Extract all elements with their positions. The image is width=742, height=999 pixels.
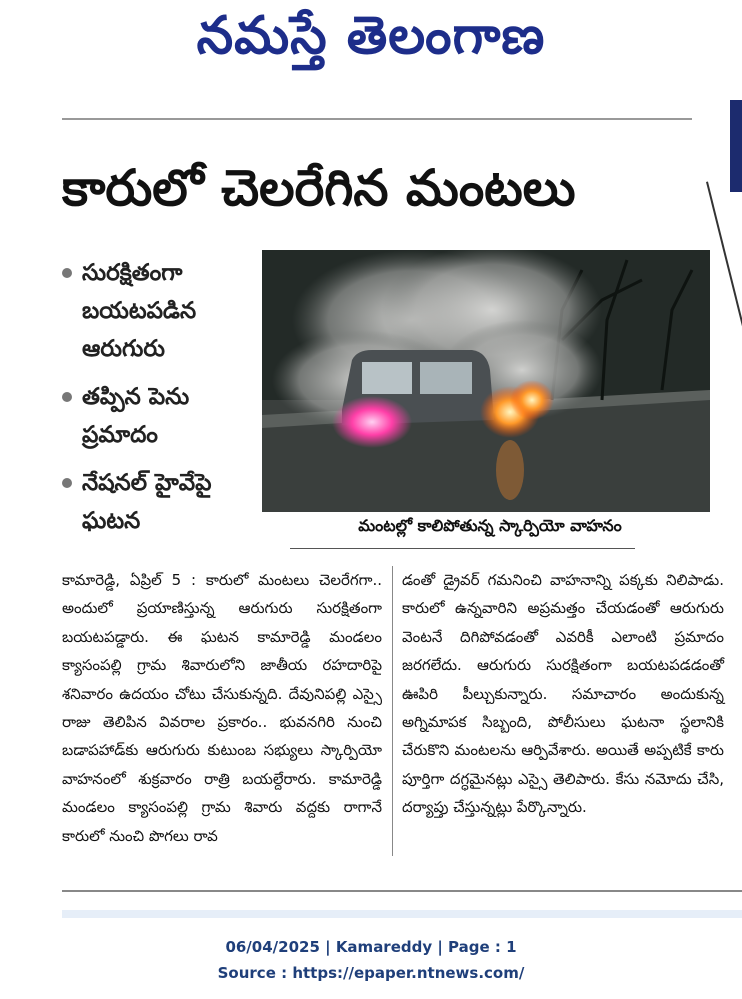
footer-date-line: 06/04/2025 | Kamareddy | Page : 1	[225, 938, 517, 956]
bottom-band	[62, 910, 742, 918]
bullet-item	[62, 378, 252, 454]
bullet-dot-icon	[62, 478, 72, 488]
footer-source-line: Source : https://epaper.ntnews.com/	[217, 964, 525, 982]
bottom-divider	[62, 890, 742, 892]
bullet-item	[62, 254, 252, 368]
adjacent-article-divider	[706, 182, 742, 357]
bullet-dot-icon	[62, 392, 72, 402]
bullet-text: నేషనల్ హైవేపై ఘటన	[82, 470, 212, 534]
source-footer	[0, 934, 742, 986]
bullet-text: సురక్షితంగా బయటపడిన ఆరుగురు	[82, 260, 197, 362]
bullet-dot-icon	[62, 268, 72, 278]
top-divider	[62, 118, 692, 120]
article-column-left: కామారెడ్డి, ఏప్రిల్ 5 : కారులో మంటలు చెలరేగగా.. అందులో ప్రయాణిస్తున్న ఆరుగురు సురక్షితంగా బయటపడ్డారు. ఈ ఘటన కామారెడ్డి మండలం క్యాసంపల్లి గ్రామ శివారులోని జాతీయ రహదారిపై శనివారం ఉదయం చోటు చేసుకున్నది. దేవునిపల్లి ఎస్సై రాజు తెలిపిన వివరాల ప్రకారం.. భువనగిరి నుంచి బడాపహాడ్‌కు ఆరుగురు కుటుంబ సభ్యులు స్కార్పియో వాహనంలో శుక్రవారం రాత్రి బయల్దేరారు. కామారెడ్డి మండలం క్యాసంపల్లి గ్రామ శివారు వద్దకు రాగానే కారులో నుంచి పొగలు రావ	[62, 571, 382, 845]
column-divider	[392, 566, 393, 856]
bullet-item	[62, 464, 252, 540]
burning-car-photo	[262, 250, 710, 512]
highlight-bullets	[62, 254, 252, 550]
masthead-logo-text: నమస్తే తెలంగాణ	[196, 6, 546, 66]
caption-underline	[290, 548, 635, 549]
photo-caption: మంటల్లో కాలిపోతున్న స్కార్పియో వాహనం	[358, 516, 622, 535]
article-column-right: డంతో డ్రైవర్ గమనించి వాహనాన్ని పక్కకు నిలిపాడు. కారులో ఉన్నవారిని అప్రమత్తం చేయడంతో ఆరుగురు వెంటనే దిగిపోవడంతో ఎవరికీ ఎలాంటి ప్రమాదం జరగలేదు. ఆరుగురు సురక్షితంగా బయటపడడంతో ఊపిరి పీల్చుకున్నారు. సమాచారం అందుకున్న అగ్నిమాపక సిబ్బంది, పోలీసులు ఘటనా స్థలానికి చేరుకొని మంటలను ఆర్పివేశారు. అయితే అప్పటికే కారు పూర్తిగా దగ్ధమైనట్లు ఎస్సై తెలిపారు. కేసు నమోదు చేసి, దర్యాప్తు చేస్తున్నట్లు పేర్కొన్నారు.	[402, 571, 724, 817]
headline: కారులో చెలరేగిన మంటలు	[62, 159, 576, 217]
bullet-text: తప్పిన పెను ప్రమాదం	[82, 384, 190, 448]
adjacent-article-edge	[730, 100, 742, 192]
news-photo	[262, 250, 710, 512]
masthead	[0, 0, 742, 80]
